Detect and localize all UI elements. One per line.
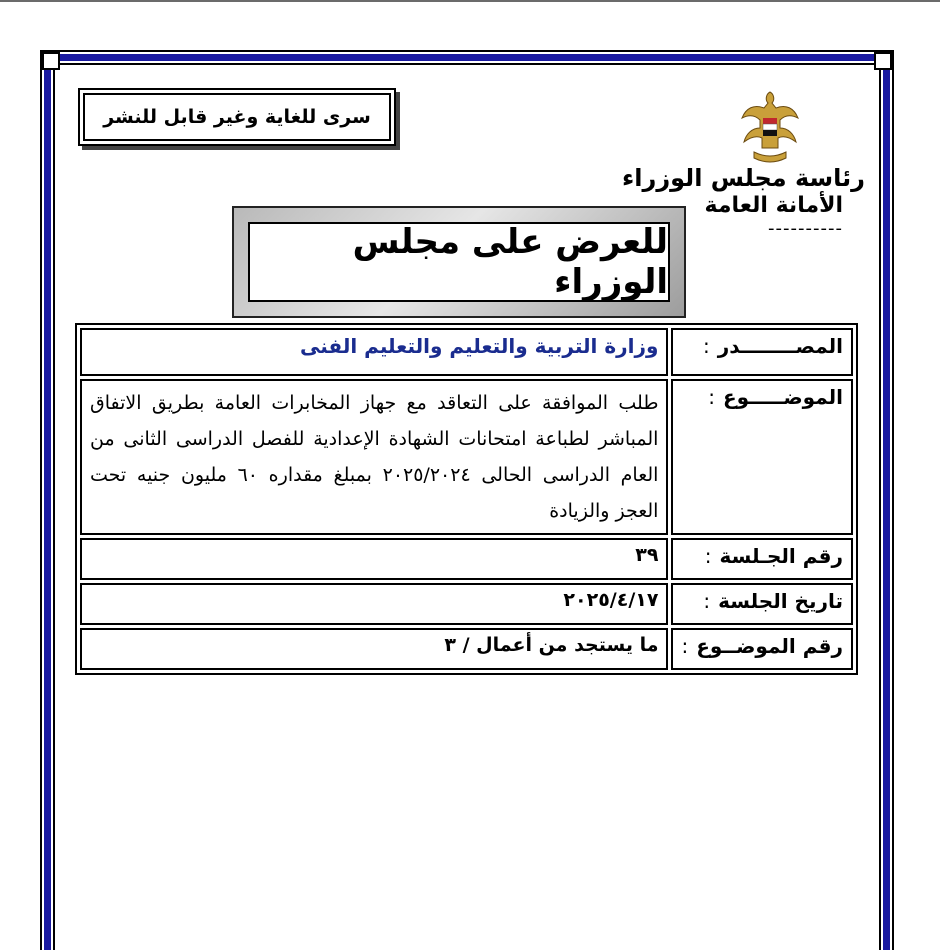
title-plaque [232,206,686,318]
row-session-date: تاريخ الجلسة: ٢٠٢٥/٤/١٧ [80,583,853,625]
top-rule [0,0,940,2]
row-source: المصــــــــدر: وزارة التربية والتعليم والتعليم الفنى [80,328,853,376]
session-date-value: ٢٠٢٥/٤/١٧ [80,583,668,625]
classification-text: سرى للغاية وغير قابل للنشر [83,93,391,141]
source-label: المصــــــــدر [717,334,843,358]
authority-separator: ---------- [768,218,843,239]
session-number-value: ٣٩ [80,538,668,580]
row-session-number: رقم الجـلسة: ٣٩ [80,538,853,580]
subject-label: الموضـــــوع [722,385,843,409]
row-item-number: رقم الموضــوع: ما يستجد من أعمال / ٣ [80,628,853,670]
eagle-emblem-icon [740,88,800,166]
item-number-label: رقم الموضــوع [696,634,843,658]
authority-line-2: الأمانة العامة [704,193,843,218]
document-title: للعرض على مجلس الوزراء [248,222,670,302]
source-value: وزارة التربية والتعليم والتعليم الفنى [80,328,668,376]
row-subject: الموضـــــوع: طلب الموافقة على التعاقد مع جهاز المخابرات العامة بطريق الاتفاق المباشر لطباعة امتحانات الشهادة الإعدادية للفصل الدراسى الثانى من العام الدراسى الحالى ٢٠٢٥/٢٠٢٤ بمبلغ مقداره ٦٠ مليون جنيه تحت العجز والزيادة [80,379,853,535]
authority-line-1: رئاسة مجلس الوزراء [622,164,865,192]
session-number-label: رقم الجـلسة [719,544,843,568]
session-date-label: تاريخ الجلسة [718,589,843,613]
subject-value: طلب الموافقة على التعاقد مع جهاز المخابرات العامة بطريق الاتفاق المباشر لطباعة امتحانات الشهادة الإعدادية للفصل الدراسى الثانى من العام الدراسى الحالى ٢٠٢٥/٢٠٢٤ بمبلغ مقداره ٦٠ مليون جنيه تحت العجز والزيادة [80,379,668,535]
memo-details-table [75,323,858,675]
classification-box [78,88,396,146]
item-number-value: ما يستجد من أعمال / ٣ [80,628,668,670]
